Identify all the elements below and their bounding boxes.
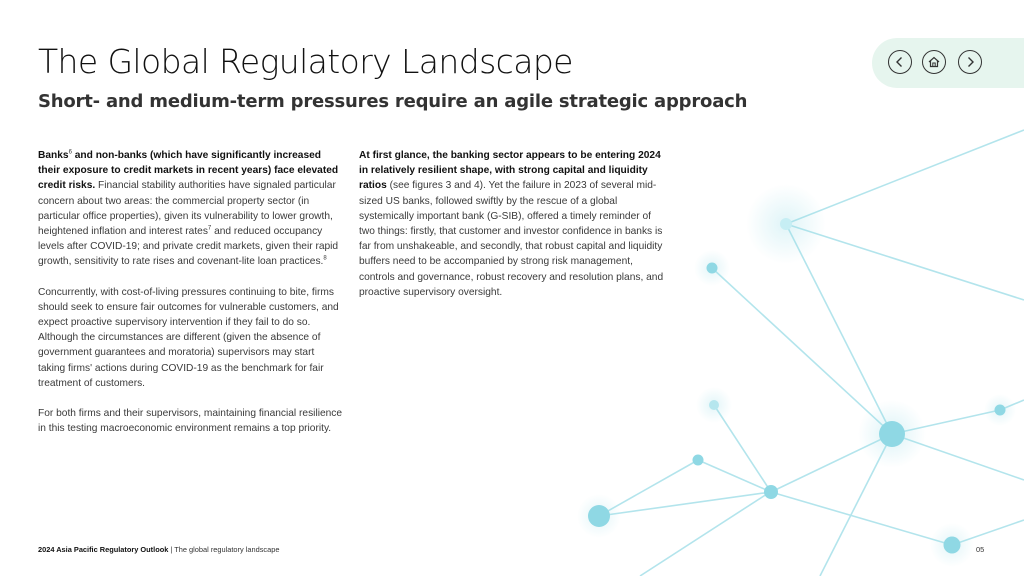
left-paragraph-2: Concurrently, with cost-of-living pressures continuing to bite, firms should seek to ensure fair outcomes for vulnerable customers, and expect proactive supervisory intervention if they fail to do so. Although the circumstances are different (given the absence of government guarantees and moratoria) supervisors may start taking firms' actions during COVID-19 as the benchmark for fair treatment of customers.: [38, 286, 339, 389]
home-icon: [927, 55, 941, 69]
body-text: Financial stability authorities have signaled particular concern about two areas: the commercial property sector (in particular office properties), given its vulnerability to lower growth, heightened inflation and interest rates: [38, 180, 336, 238]
previous-button[interactable]: [888, 50, 912, 74]
chevron-left-icon: [893, 55, 907, 69]
footer-separator: |: [168, 545, 175, 554]
publication-title: 2024 Asia Pacific Regulatory Outlook: [38, 545, 169, 554]
right-paragraph-1: [359, 148, 667, 300]
body-text: and reduced occupancy levels after COVID-19; and private credit markets, given their rapid growth, sensitivity to rate rises and covenant-lite loan practices.: [38, 226, 339, 268]
left-paragraph-1: [38, 148, 344, 270]
footnote-ref-6[interactable]: 6: [68, 149, 72, 156]
next-button[interactable]: [958, 50, 982, 74]
right-column: [359, 148, 667, 315]
section-title: The global regulatory landscape: [174, 545, 280, 554]
navigation-bar: [872, 38, 1024, 88]
footnote-ref-7[interactable]: 7: [207, 225, 212, 232]
page-subtitle: Short- and medium-term pressures require an agile strategic approach: [38, 91, 748, 112]
bold-lead-banking-sector: At first glance, the banking sector appears to be entering 2024 in relatively resilient shape, with strong capital and liquidity ratios: [359, 150, 661, 192]
body-text: (see figures 3 and 4). Yet the failure in 2023 of several mid-sized US banks, followed swiftly by the rescue of a global systemically important bank (G-SIB), offered a timely reminder of two things: firstly, that customer and investor confidence in banks is far from unshakeable, and secondly, that robust capital and liquidity buffers need to be accompanied by strong risk management, controls and governance, robust recovery and resolution plans, and proactive supervisory oversight.: [359, 180, 664, 298]
bold-lead-banks: Banks: [38, 150, 69, 161]
left-column: [38, 148, 344, 451]
footnote-ref-8[interactable]: 8: [323, 256, 327, 263]
left-paragraph-3: For both firms and their supervisors, maintaining financial resilience in this testing macroeconomic environment remains a top priority.: [38, 408, 343, 435]
bold-lead-credit-risks: and non-banks (which have significantly increased their exposure to credit markets in recent years) face elevated credit risks.: [38, 150, 339, 192]
page-title: The Global Regulatory Landscape: [38, 42, 573, 81]
page-number: 05: [976, 545, 985, 554]
home-button[interactable]: [922, 50, 946, 74]
footer: [38, 545, 279, 554]
chevron-right-icon: [963, 55, 977, 69]
